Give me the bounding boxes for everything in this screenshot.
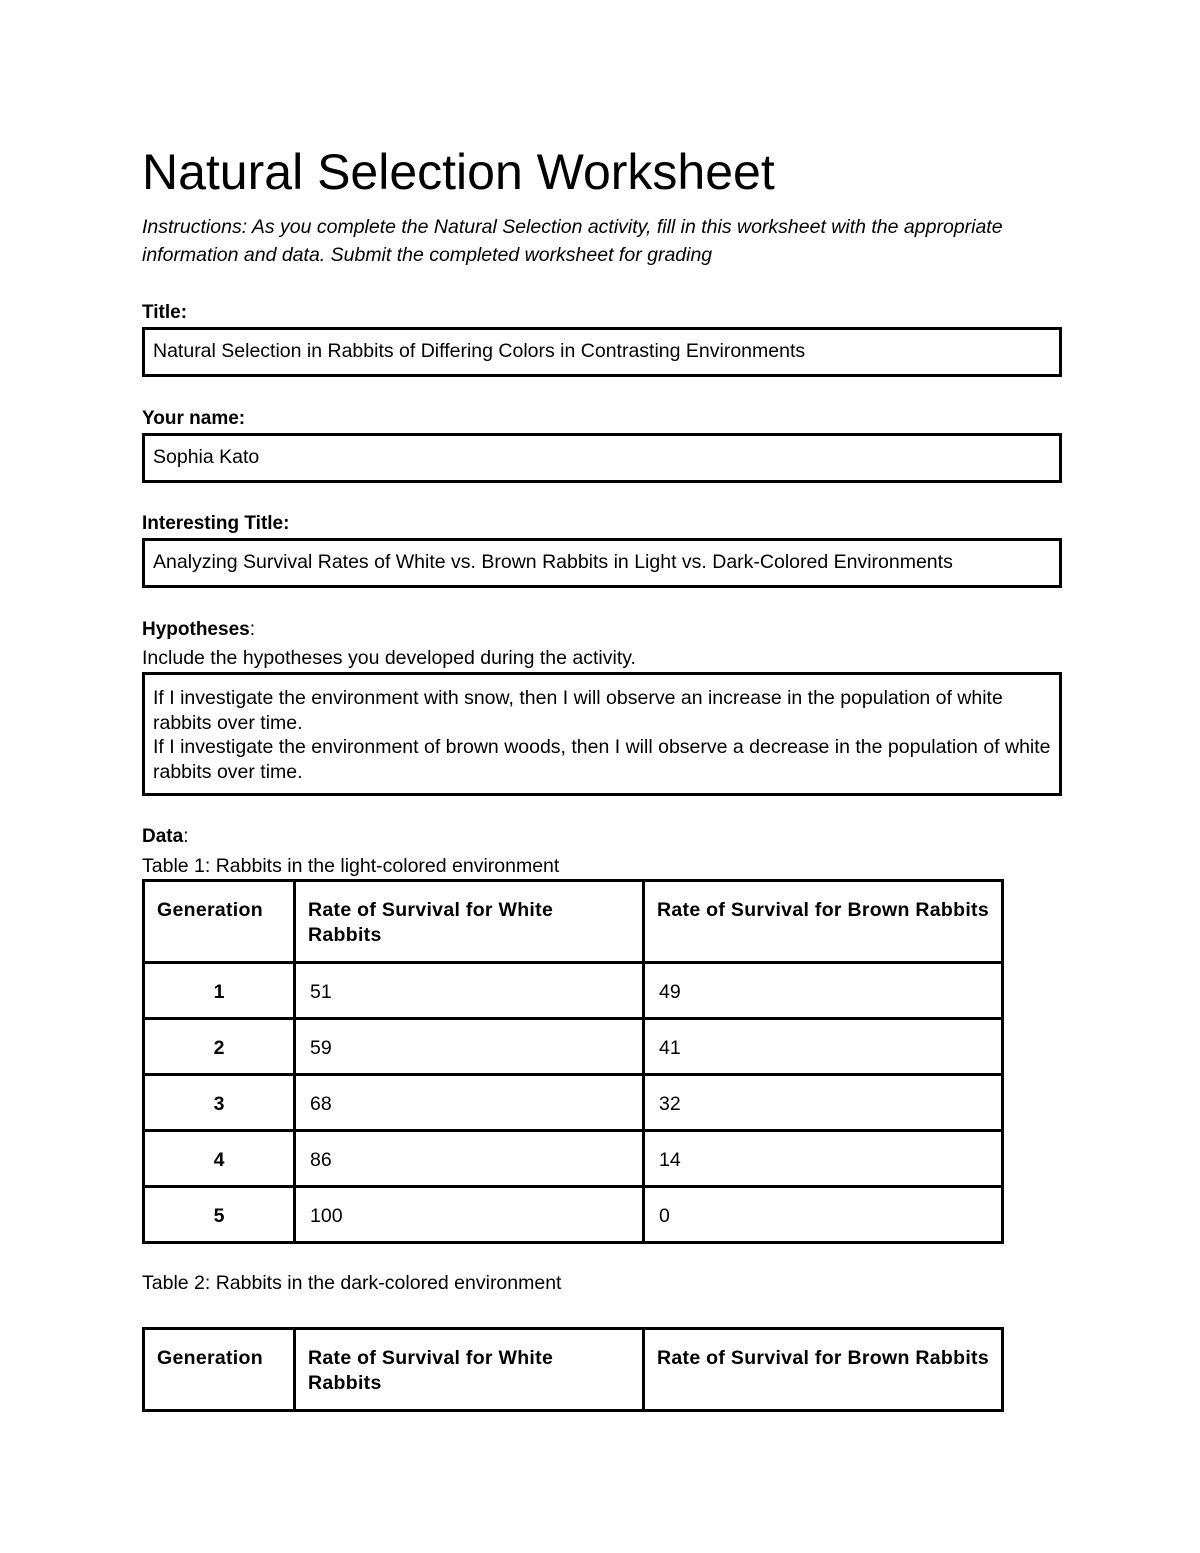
header-white-survival: Rate of Survival for White Rabbits bbox=[295, 1329, 644, 1411]
table-light-environment bbox=[142, 879, 1004, 1244]
brown-survival-cell[interactable]: 0 bbox=[644, 1187, 1003, 1243]
white-survival-cell[interactable]: 100 bbox=[295, 1187, 644, 1243]
hypothesis-2: If I investigate the environment of brown woods, then I will observe a decrease in the population of white rabbits over time. bbox=[153, 736, 1051, 783]
header-brown-survival: Rate of Survival for Brown Rabbits bbox=[644, 881, 1003, 963]
name-label: Your name: bbox=[142, 408, 246, 429]
white-survival-cell[interactable]: 68 bbox=[295, 1075, 644, 1131]
table-dark-environment bbox=[142, 1327, 1004, 1412]
generation-cell: 2 bbox=[144, 1019, 295, 1075]
hypotheses-colon: : bbox=[249, 619, 255, 640]
brown-survival-cell[interactable]: 32 bbox=[644, 1075, 1003, 1131]
data-label bbox=[142, 825, 188, 849]
header-generation: Generation bbox=[144, 1329, 295, 1411]
brown-survival-cell[interactable]: 49 bbox=[644, 963, 1003, 1019]
table-row bbox=[144, 1187, 1003, 1243]
page-title: Natural Selection Worksheet bbox=[142, 144, 775, 200]
interesting-title-value: Analyzing Survival Rates of White vs. Brown Rabbits in Light vs. Dark-Colored Environments bbox=[153, 551, 953, 573]
header-white-survival: Rate of Survival for White Rabbits bbox=[295, 881, 644, 963]
hypotheses-label bbox=[142, 618, 255, 642]
data-colon: : bbox=[183, 826, 189, 847]
name-field[interactable] bbox=[142, 433, 1062, 483]
title-label: Title: bbox=[142, 302, 188, 323]
generation-cell: 5 bbox=[144, 1187, 295, 1243]
white-survival-cell[interactable]: 86 bbox=[295, 1131, 644, 1187]
hypothesis-1: If I investigate the environment with snow, then I will observe an increase in the population of white rabbits over time. bbox=[153, 687, 1003, 734]
generation-cell: 3 bbox=[144, 1075, 295, 1131]
brown-survival-cell[interactable]: 14 bbox=[644, 1131, 1003, 1187]
generation-cell: 1 bbox=[144, 963, 295, 1019]
header-brown-survival: Rate of Survival for Brown Rabbits bbox=[644, 1329, 1003, 1411]
brown-survival-cell[interactable]: 41 bbox=[644, 1019, 1003, 1075]
title-value: Natural Selection in Rabbits of Differing Colors in Contrasting Environments bbox=[153, 340, 806, 362]
table1-header-row bbox=[144, 881, 1003, 963]
hypotheses-prompt: Include the hypotheses you developed during the activity. bbox=[142, 647, 636, 669]
hypotheses-label-text: Hypotheses bbox=[142, 619, 250, 640]
interesting-title-field[interactable] bbox=[142, 538, 1062, 588]
table-row bbox=[144, 1075, 1003, 1131]
table-row bbox=[144, 1131, 1003, 1187]
white-survival-cell[interactable]: 59 bbox=[295, 1019, 644, 1075]
table1-caption: Table 1: Rabbits in the light-colored environment bbox=[142, 855, 560, 877]
hypotheses-field[interactable] bbox=[142, 672, 1062, 796]
title-field[interactable] bbox=[142, 327, 1062, 377]
interesting-title-label: Interesting Title: bbox=[142, 513, 290, 534]
table2-header-row bbox=[144, 1329, 1003, 1411]
name-value: Sophia Kato bbox=[153, 446, 260, 468]
header-generation: Generation bbox=[144, 881, 295, 963]
generation-cell: 4 bbox=[144, 1131, 295, 1187]
instructions-text: Instructions: As you complete the Natural Selection activity, fill in this worksheet with the appropriate information and data. Submit the completed worksheet for grading bbox=[142, 216, 1003, 266]
white-survival-cell[interactable]: 51 bbox=[295, 963, 644, 1019]
table2-caption: Table 2: Rabbits in the dark-colored environment bbox=[142, 1272, 562, 1294]
table-row bbox=[144, 963, 1003, 1019]
table-row bbox=[144, 1019, 1003, 1075]
data-label-text: Data bbox=[142, 826, 184, 847]
